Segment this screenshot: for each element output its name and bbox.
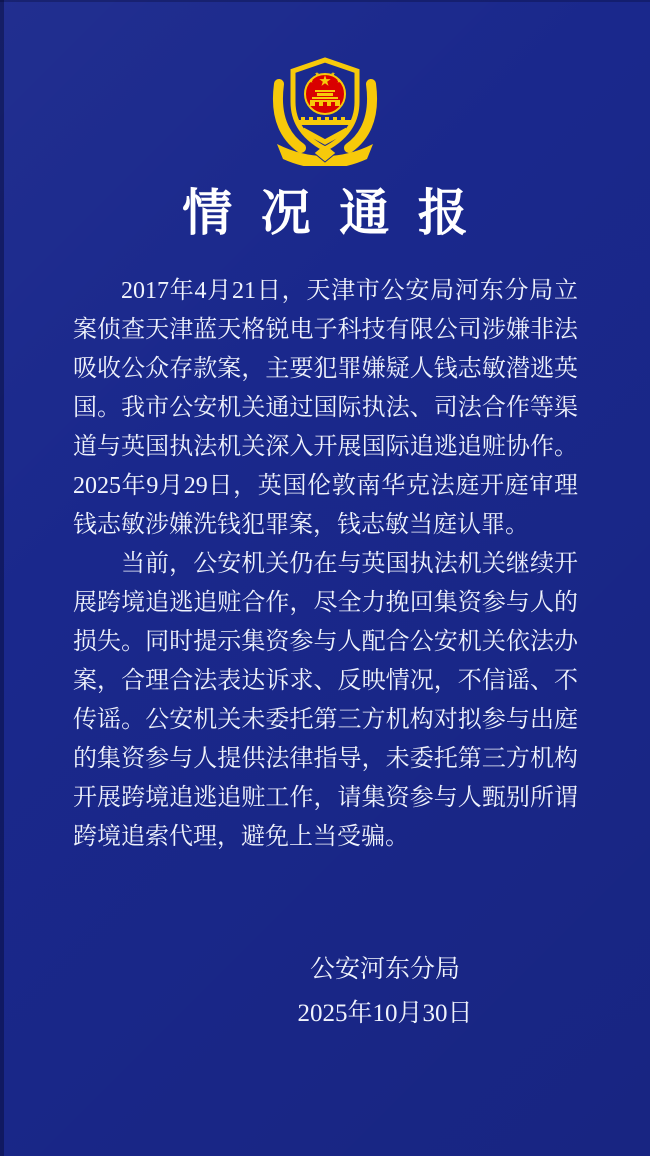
- signature-block: [270, 948, 500, 1036]
- notice-body: [73, 272, 578, 857]
- notice-paragraph-2: 当前，公安机关仍在与英国执法机关继续开展跨境追逃追赃合作，尽全力挽回集资参与人的损失。同时提示集资参与人配合公安机关依法办案，合理合法表达诉求、反映情况，不信谣、不传谣。公安机关未委托第三方机构对拟参与出庭的集资参与人提供法律指导，未委托第三方机构开展跨境追逃追赃工作，请集资参与人甄别所谓跨境追索代理，避免上当受骗。: [73, 551, 578, 850]
- notice-title: 情 况 通 报: [182, 185, 476, 241]
- notice-paragraph-1: 2017年4月21日，天津市公安局河东分局立案侦查天津蓝天格锐电子科技有限公司涉嫌非法吸收公众存款案，主要犯罪嫌疑人钱志敏潜逃英国。我市公安机关通过国际执法、司法合作等渠道与英国执法机关深入开展国际追逃追赃协作。2025年9月29日，英国伦敦南华克法庭开庭审理钱志敏涉嫌洗钱犯罪案，钱志敏当庭认罪。: [73, 278, 578, 538]
- signature-org: 公安河东分局: [309, 956, 460, 983]
- china-police-badge-icon: [265, 54, 385, 166]
- badge-gate-doors: [315, 102, 335, 106]
- signature-date: 2025年10月30日: [297, 1000, 473, 1027]
